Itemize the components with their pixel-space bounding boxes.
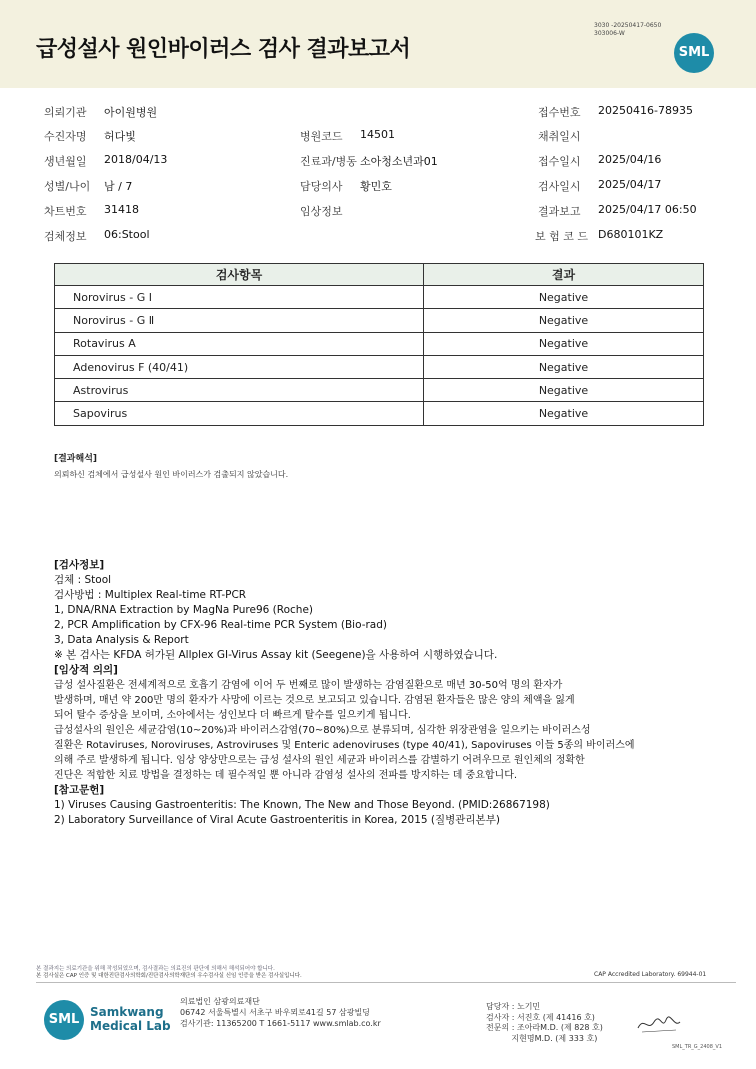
test-result: Negative xyxy=(424,355,704,378)
label-specimen-info: 검체정보 xyxy=(44,230,87,243)
interpretation-text: 의뢰하신 검체에서 급성설사 원인 바이러스가 검출되지 않았습니다. xyxy=(54,470,289,479)
label-report-time: 결과보고 xyxy=(538,205,581,218)
value-specimen-info: 06:Stool xyxy=(104,228,150,241)
reference-line: 2) Laboratory Surveillance of Viral Acute Gastroenteritis in Korea, 2015 (질병관리본부) xyxy=(54,814,500,826)
address-line: 의료법인 삼광의료재단 xyxy=(180,997,260,1006)
value-department: 소아청소년과01 xyxy=(360,155,438,168)
test-info-line: 3, Data Analysis & Report xyxy=(54,634,189,646)
label-collection-time: 채취일시 xyxy=(538,130,581,143)
address-line: 06742 서울특별시 서초구 바우뫼로41길 57 삼광빌딩 xyxy=(180,1008,370,1017)
table-row xyxy=(55,402,704,425)
test-info-line: 검체 : Stool xyxy=(54,574,112,586)
sml-logo-text: SML xyxy=(678,45,710,60)
label-receipt-date: 접수일시 xyxy=(538,155,581,168)
form-code: SML_TR_G_2408_V1 xyxy=(672,1044,723,1050)
clinical-line: 발생하며, 매년 약 200만 명의 환자가 사망에 이르는 것으로 보고되고 있습니다. 감염된 환자들은 많은 양의 체액을 잃게 xyxy=(54,695,575,706)
results-table xyxy=(54,263,704,426)
clinical-section xyxy=(54,663,734,783)
cap-accreditation: CAP Accredited Laboratory. 69944-01 xyxy=(594,971,707,978)
test-info-section xyxy=(54,558,734,663)
clinical-line: 질환은 Rotaviruses, Noroviruses, Astroviruses 및 Enteric adenoviruses (type 40/41), Sapoviruses 이들 5종의 바이러스에 xyxy=(54,740,635,751)
references-section xyxy=(54,783,734,828)
reference-line: 1) Viruses Causing Gastroenteritis: The Known, The New and Those Beyond. (PMID:26867198) xyxy=(54,799,550,811)
test-item: Astrovirus xyxy=(55,379,424,402)
test-info-line: 2, PCR Amplification by CFX-96 Real-time PCR System (Bio-rad) xyxy=(54,619,387,631)
value-doctor: 황민호 xyxy=(360,180,392,193)
clinical-heading: [임상적 의의] xyxy=(54,664,118,676)
label-doctor: 담당의사 xyxy=(300,180,343,193)
document-codes xyxy=(594,22,661,38)
value-test-date: 2025/04/17 xyxy=(598,178,662,191)
report-title: 급성설사 원인바이러스 검사 결과보고서 xyxy=(36,37,411,62)
test-result: Negative xyxy=(424,332,704,355)
value-report-time: 2025/04/17 06:50 xyxy=(598,203,697,216)
address-line: 검사기관: 11365200 T 1661-5117 www.smlab.co.kr xyxy=(180,1019,381,1028)
staff-line: 지현명M.D. (제 333 호) xyxy=(486,1033,598,1043)
table-row xyxy=(55,309,704,332)
value-receipt-number: 20250416-78935 xyxy=(598,104,693,117)
value-insurance-code: D680101KZ xyxy=(598,228,664,241)
label-patient-name: 수진자명 xyxy=(44,130,87,143)
brand-line: Medical Lab xyxy=(90,1019,171,1033)
interpretation-heading: [결과해석] xyxy=(54,454,98,464)
document-code-2: 303006-W xyxy=(594,30,625,37)
label-hospital-code: 병원코드 xyxy=(300,130,343,143)
footer-logo-text: SML xyxy=(48,1012,80,1027)
test-result: Negative xyxy=(424,309,704,332)
label-insurance-code: 보 험 코 드 xyxy=(535,230,588,243)
test-item: Rotavirus A xyxy=(55,332,424,355)
info-row xyxy=(0,178,756,202)
footer-staff xyxy=(486,1002,603,1044)
test-item: Adenovirus F (40/41) xyxy=(55,355,424,378)
sml-logo xyxy=(674,33,714,73)
value-receipt-date: 2025/04/16 xyxy=(598,153,662,166)
footer-accreditation-note: 본 검사실은 CAP 인증 및 대한진단검사의학회/진단검사의학재단의 우수검사실 신임 인증을 받은 검사실입니다. xyxy=(36,973,302,979)
test-result: Negative xyxy=(424,286,704,309)
references-heading: [참고문헌] xyxy=(54,784,105,796)
label-department: 진료과/병동 xyxy=(300,155,357,168)
value-requesting-institution: 아이원병원 xyxy=(104,106,158,119)
brand-line: Samkwang xyxy=(90,1005,164,1019)
clinical-line: 되어 탈수 증상을 보이며, 소아에서는 성인보다 더 빠르게 탈수를 일으키게 됩니다. xyxy=(54,710,411,721)
test-item: Norovirus - G Ⅰ xyxy=(55,286,424,309)
info-row xyxy=(0,128,756,152)
test-info-heading: [검사정보] xyxy=(54,559,105,571)
signature-icon xyxy=(636,1012,682,1036)
label-chart-number: 차트번호 xyxy=(44,205,87,218)
staff-line: 검사자 : 서진호 (제 41416 호) xyxy=(486,1012,595,1022)
label-test-date: 검사일시 xyxy=(538,180,581,193)
label-birth-date: 생년월일 xyxy=(44,155,87,168)
test-info-line: 검사방법 : Multiplex Real-time RT-PCR xyxy=(54,589,247,601)
test-result: Negative xyxy=(424,402,704,425)
info-row xyxy=(0,203,756,227)
value-hospital-code: 14501 xyxy=(360,128,395,141)
label-requesting-institution: 의뢰기관 xyxy=(44,106,87,119)
value-patient-name: 허다빛 xyxy=(104,130,136,143)
info-row xyxy=(0,228,756,252)
table-row xyxy=(55,379,704,402)
value-chart-number: 31418 xyxy=(104,203,139,216)
table-row xyxy=(55,332,704,355)
table-row xyxy=(55,355,704,378)
column-header-result: 결과 xyxy=(424,264,704,286)
footer-note: 본 결과지는 의료기관을 위해 작성되었으며, 검사결과는 의료진의 판단에 의해서 해석되어야 합니다. xyxy=(36,966,275,972)
value-sex-age: 남 / 7 xyxy=(104,180,133,193)
clinical-line: 급성설사의 원인은 세균감염(10~20%)과 바이러스감염(70~80%)으로 분류되며, 심각한 위장관염을 일으키는 바이러스성 xyxy=(54,725,591,736)
staff-line: 전문의 : 조아라M.D. (제 828 호) xyxy=(486,1023,603,1032)
clinical-line: 의해 주로 발생하게 됩니다. 임상 양상만으로는 급성 설사의 원인 세균과 바이러스를 감별하기 어려우므로 원인체의 정확한 xyxy=(54,755,585,766)
table-header-row xyxy=(55,264,704,286)
value-birth-date: 2018/04/13 xyxy=(104,153,168,166)
footer-logo xyxy=(44,1000,84,1040)
test-info-line: 1, DNA/RNA Extraction by MagNa Pure96 (Roche) xyxy=(54,604,314,616)
test-item: Norovirus - G Ⅱ xyxy=(55,309,424,332)
info-row xyxy=(0,153,756,177)
label-clinical-info: 임상정보 xyxy=(300,205,343,218)
table-row xyxy=(55,286,704,309)
footer-brand xyxy=(90,1005,171,1033)
footer-address xyxy=(180,996,381,1029)
clinical-line: 진단은 적합한 치료 방법을 결정하는 데 필수적일 뿐 아니라 감염성 설사의 전파를 방지하는 데 중요합니다. xyxy=(54,770,518,781)
document-code-1: 3030 -20250417-0650 xyxy=(594,22,662,29)
test-result: Negative xyxy=(424,379,704,402)
clinical-line: 급성 설사질환은 전세계적으로 호흡기 감염에 이어 두 번째로 많이 발생하는 감염질환으로 매년 30-50억 명의 환자가 xyxy=(54,680,563,691)
label-receipt-number: 접수번호 xyxy=(538,106,581,119)
test-info-line: ※ 본 검사는 KFDA 허가된 Allplex GI-Virus Assay kit (Seegene)을 사용하여 시행하였습니다. xyxy=(54,649,498,661)
label-sex-age: 성별/나이 xyxy=(44,180,91,193)
info-row xyxy=(0,104,756,128)
report-header xyxy=(0,0,756,88)
staff-line: 담당자 : 노기민 xyxy=(486,1002,541,1011)
footer-divider xyxy=(36,982,736,983)
test-item: Sapovirus xyxy=(55,402,424,425)
column-header-test-item: 검사항목 xyxy=(55,264,424,286)
